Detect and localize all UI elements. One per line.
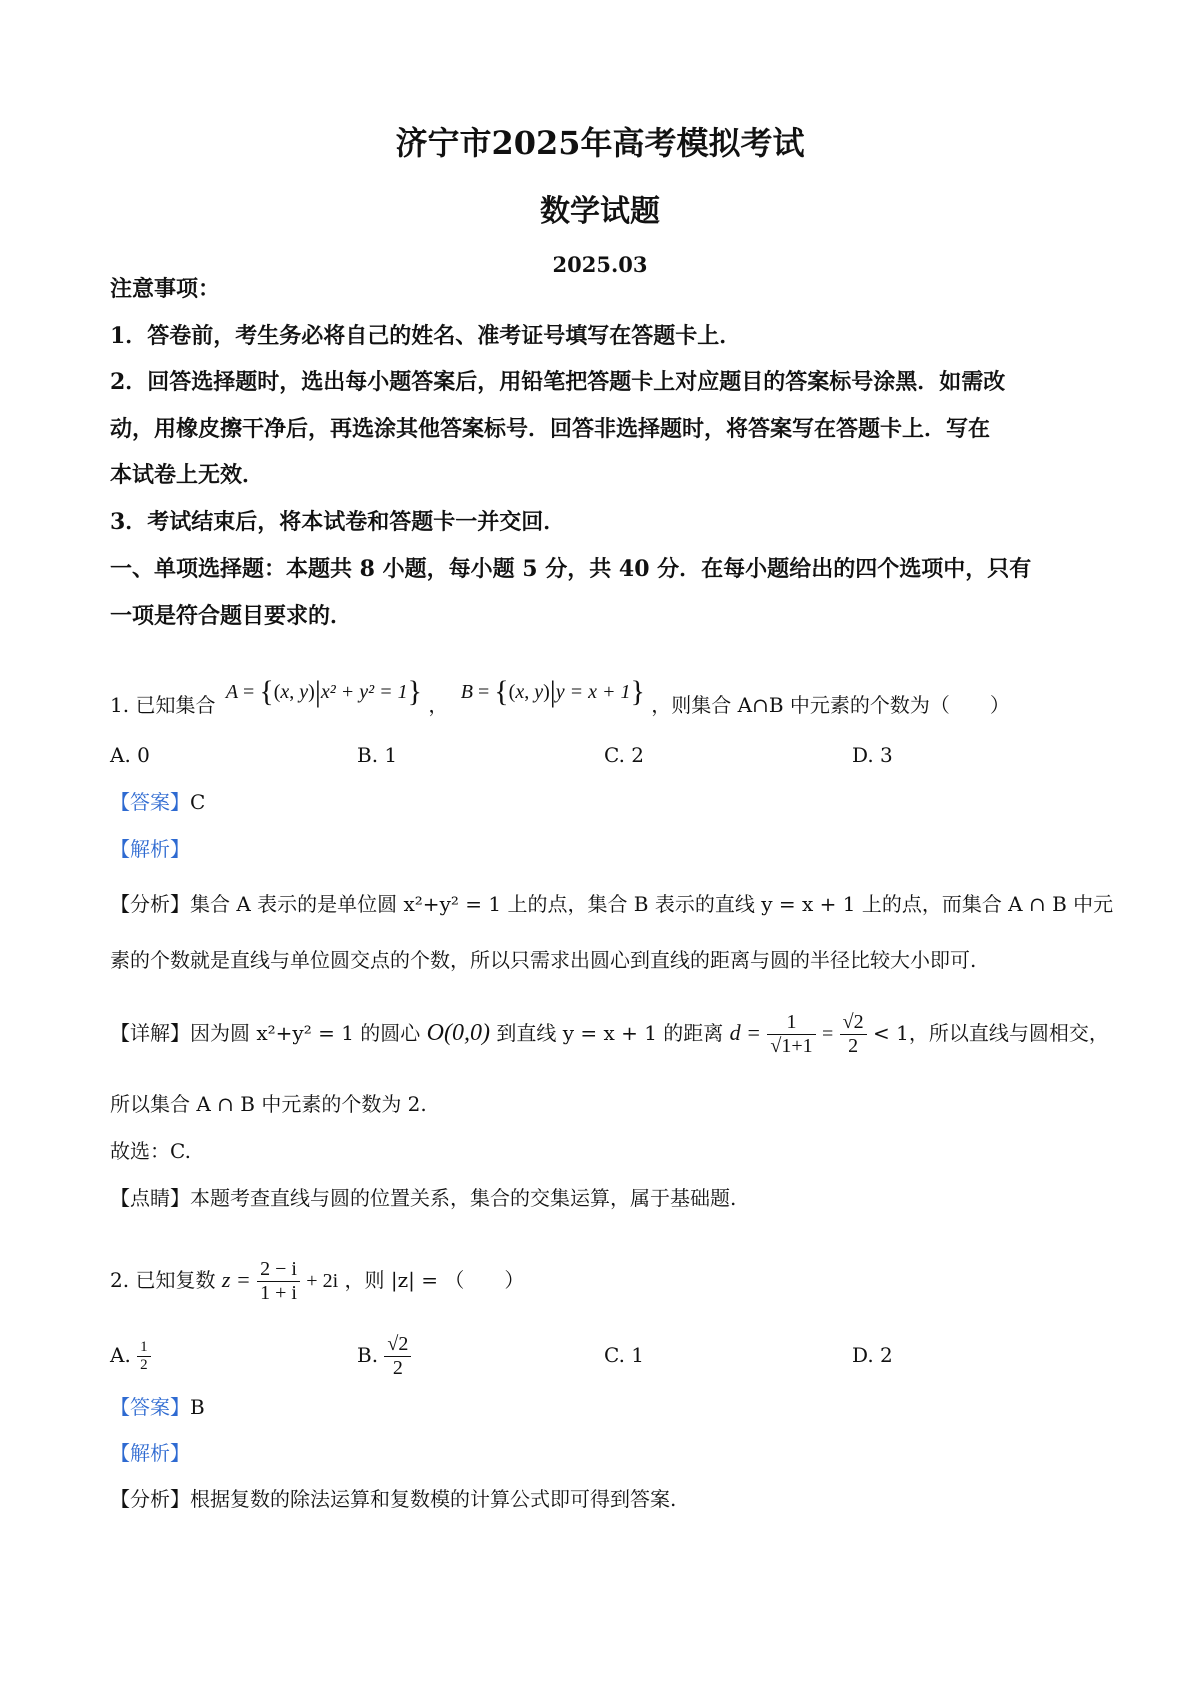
q1-fraction-1-num: 1: [767, 1011, 815, 1035]
q2-option-c: C. 1: [604, 1343, 645, 1367]
notice-item-2-line-2: 动，用橡皮擦干净后，再选涂其他答案标号．回答非选择题时，将答案写在答题卡上．写在: [110, 416, 991, 442]
notice-item-2-line-1: 2．回答选择题时，选出每小题答案后，用铅笔把答题卡上对应题目的答案标号涂黑．如需改: [110, 369, 1006, 395]
q1-set-b-label: B: [460, 681, 473, 703]
notice-item-2-line-3: 本试卷上无效．: [110, 462, 265, 488]
q1-fraction-1-den: √1+1: [770, 1035, 813, 1057]
q2-option-a-label: A.: [110, 1343, 131, 1367]
q2-answer-tag: 【答案】: [110, 1395, 190, 1419]
q1-dianjing-tag: 【点睛】: [110, 1186, 190, 1210]
q1-xiangjie-tag: 【详解】: [110, 1021, 190, 1045]
q1-answer-value: C: [190, 790, 206, 814]
q2-stem: [110, 1250, 524, 1311]
q2-fenxi-tag: 【分析】: [110, 1487, 190, 1511]
section-1-line-2: 一项是符合题目要求的．: [110, 603, 353, 629]
q2-z: z =: [221, 1267, 251, 1292]
q1-fenxi-tag: 【分析】: [110, 892, 190, 916]
section-1-line-1: 一、单项选择题：本题共 8 小题，每小题 5 分，共 40 分．在每小题给出的四个选项中，只有: [110, 556, 1032, 582]
q1-distance-d: d =: [729, 1020, 762, 1045]
q2-option-a: [110, 1325, 151, 1385]
q2-option-a-num: 1: [137, 1339, 151, 1357]
q2-prefix: 2. 已知复数: [110, 1268, 216, 1292]
q1-set-b-cond: y = x + 1: [555, 681, 631, 703]
q1-option-b: B. 1: [357, 743, 398, 767]
q2-option-b-label: B.: [357, 1343, 379, 1367]
q1-stem: 1. 已知集合 A = {(x, y)|x² + y² = 1} ， B = {(x, y)|y = x + 1} ，则集合 A∩B 中元素的个数为（ ）: [110, 675, 1010, 717]
q1-option-a: A. 0: [110, 743, 150, 767]
q1-set-a: A = {(x, y)|x² + y² = 1}: [225, 675, 423, 708]
exam-subject: 数学试题: [540, 194, 660, 229]
q2-option-b-den: 2: [392, 1357, 403, 1379]
q1-fenxi-line-1: [110, 889, 1113, 919]
q1-conclusion: 故选：C.: [110, 1139, 191, 1163]
q1-fraction-2: [840, 1011, 867, 1058]
q2-option-d: D. 2: [852, 1343, 893, 1367]
q1-fraction-1: [767, 1011, 815, 1058]
notice-item-3: 3．考试结束后，将本试卷和答题卡一并交回．: [110, 509, 566, 535]
q2-option-a-den: 2: [140, 1357, 148, 1373]
q2-analysis-tag: 【解析】: [110, 1441, 190, 1465]
q1-prefix: 1. 已知集合: [110, 693, 216, 717]
q2-fraction-den: 1 + i: [260, 1282, 297, 1304]
exam-title: 济宁市2025年高考模拟考试: [395, 124, 805, 162]
exam-date: 2025.03: [552, 252, 648, 277]
q1-answer-tag: 【答案】: [110, 790, 190, 814]
q1-xiangjie-line-1: 【详解】因为圆 x²+y² = 1 的圆心 O(0,0) 到直线 y = x + 1 的距离 d = $\frac{1}{√1+1}$ = $\frac{√2}{2}$ < 1，所以直线与圆相交，: [110, 1011, 1109, 1057]
notice-item-1: 1．答卷前，考生务必将自己的姓名、准考证号填写在答题卡上．: [110, 323, 742, 349]
q2-option-b: [357, 1325, 411, 1385]
q2-option-b-num: √2: [384, 1333, 411, 1357]
q2-fraction: [257, 1258, 300, 1305]
q1-set-b: B = {(x, y)|y = x + 1}: [460, 675, 645, 708]
q1-analysis-tag: 【解析】: [110, 837, 190, 861]
q1-circle-center: O(0,0): [426, 1020, 490, 1046]
q2-plus-term: + 2i: [306, 1270, 339, 1292]
q2-fenxi-text: 根据复数的除法运算和复数模的计算公式即可得到答案.: [190, 1487, 677, 1511]
q1-option-c: C. 2: [604, 743, 645, 767]
q1-fraction-2-den: 2: [848, 1035, 859, 1057]
q2-option-a-fraction: [137, 1339, 151, 1375]
q1-xiangjie-text-a: 因为圆 x²+y² = 1 的圆心: [190, 1021, 421, 1045]
q2-answer: [110, 1392, 205, 1422]
q1-fenxi-line-2: 素的个数就是直线与单位圆交点的个数，所以只需求出圆心到直线的距离与圆的半径比较大小即可.: [110, 948, 977, 972]
q1-xiangjie-text-b: 到直线 y = x + 1 的距离: [496, 1021, 724, 1045]
q1-dianjing-text: 本题考查直线与圆的位置关系，集合的交集运算，属于基础题.: [190, 1186, 737, 1210]
q1-xiangjie-text-c: < 1，所以直线与圆相交，: [873, 1021, 1109, 1045]
q1-set-a-cond: x² + y² = 1: [320, 681, 408, 703]
q1-answer: [110, 787, 205, 817]
notice-heading: 注意事项：: [110, 276, 221, 302]
q1-fenxi-text-1: 集合 A 表示的是单位圆 x²+y² = 1 上的点，集合 B 表示的直线 y = x + 1 上的点，而集合 A ∩ B 中元: [190, 892, 1114, 916]
q1-dianjing: [110, 1183, 736, 1213]
q2-suffix: ，则 |z| = （ ）: [344, 1268, 525, 1292]
q1-suffix: ，则集合 A∩B 中元素的个数为（ ）: [651, 693, 1010, 717]
q2-answer-value: B: [190, 1395, 205, 1419]
q1-option-d: D. 3: [852, 743, 893, 767]
q2-fenxi: [110, 1484, 676, 1514]
q1-fraction-2-num: √2: [840, 1011, 867, 1035]
q2-option-b-fraction: [384, 1333, 411, 1380]
q1-set-a-label: A: [225, 681, 239, 703]
q2-fraction-num: 2 − i: [257, 1258, 300, 1282]
q1-xiangjie-line-2: 所以集合 A ∩ B 中元素的个数为 2.: [110, 1092, 427, 1116]
